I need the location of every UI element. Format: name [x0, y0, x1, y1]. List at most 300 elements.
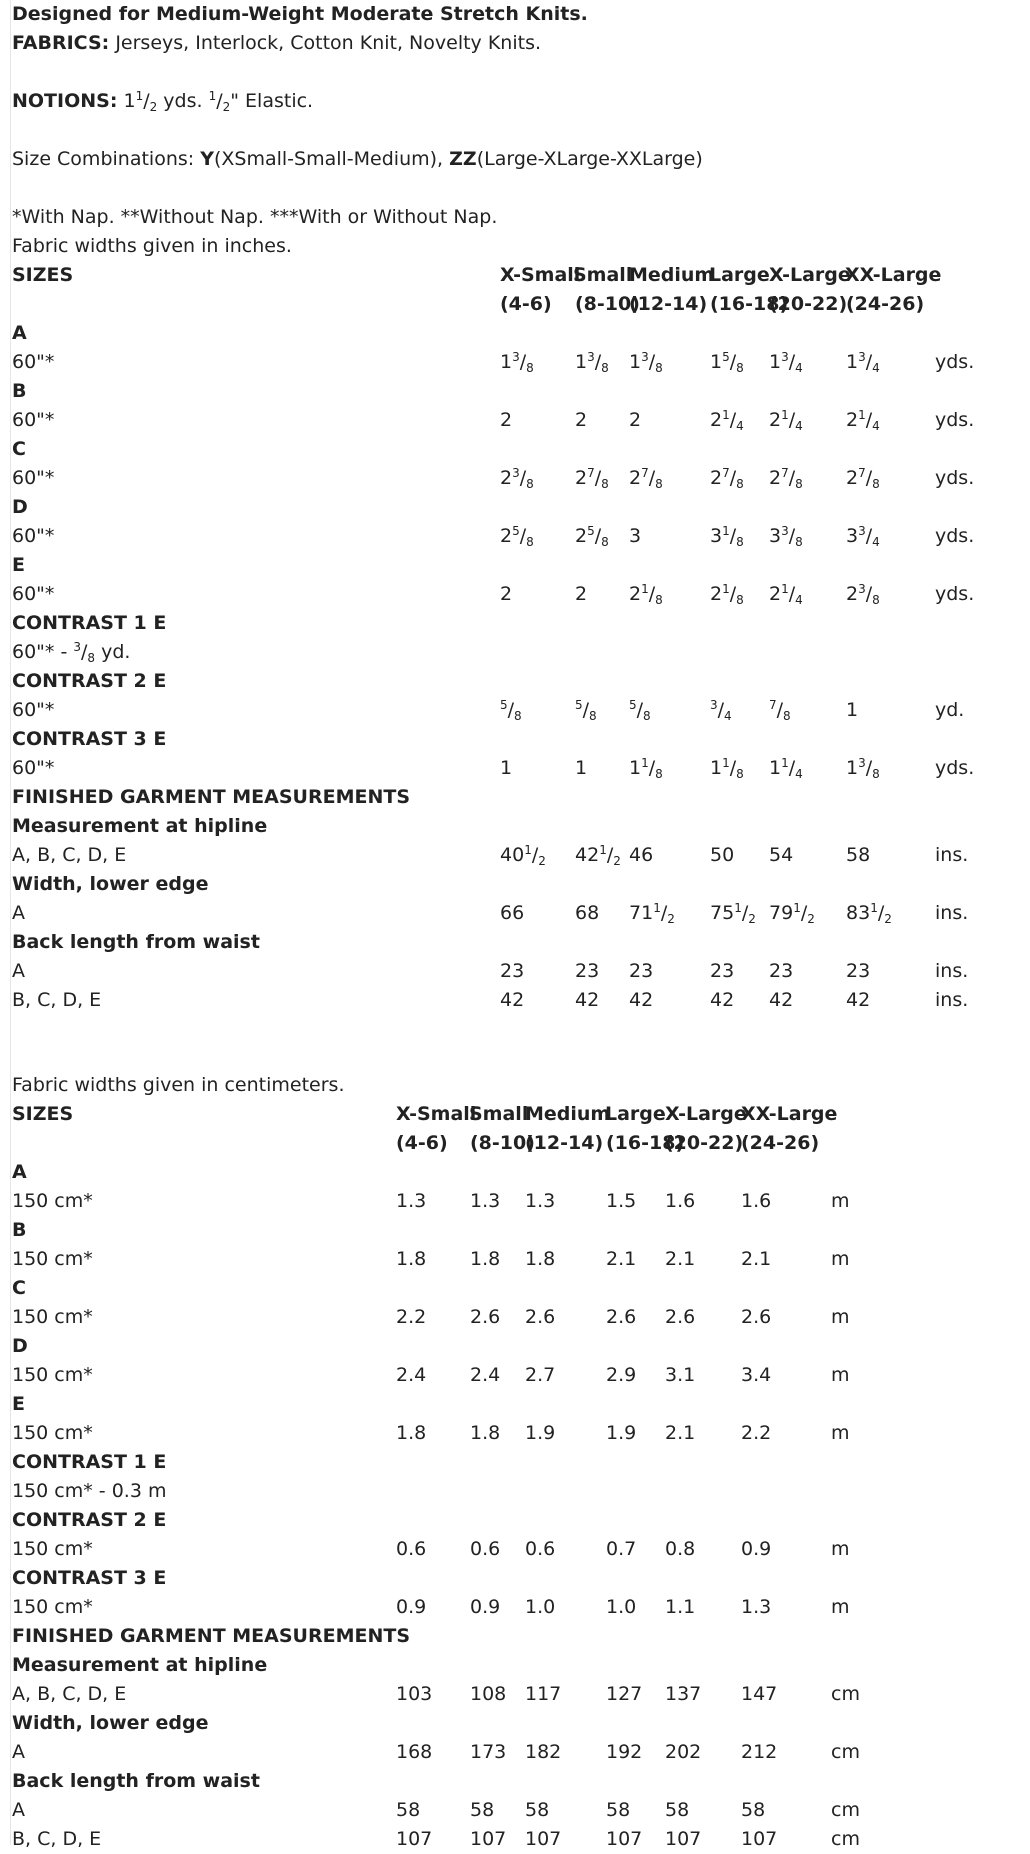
- fabric-width-label: 60"*: [12, 699, 55, 721]
- cell-value: 2: [500, 409, 513, 431]
- unit-label: m: [831, 1364, 850, 1386]
- data-row: [12, 957, 1022, 986]
- size-range-row: [12, 290, 1022, 319]
- data-row: [12, 1796, 1022, 1825]
- unit-label: m: [831, 1190, 850, 1212]
- cell-value: $2^1/_8$: [710, 582, 744, 607]
- cell-value: 0.6: [396, 1538, 427, 1560]
- cell-value: 1: [500, 757, 513, 779]
- unit-label: yds.: [935, 757, 975, 779]
- fabrics-line: [12, 29, 1012, 58]
- cell-value: 107: [741, 1828, 778, 1850]
- section-heading-row: [12, 1709, 1022, 1738]
- unit-label: cm: [831, 1799, 860, 1821]
- cell-value: 182: [525, 1741, 562, 1763]
- nap-note: *With Nap. **Without Nap. ***With or Without Nap.: [12, 206, 498, 228]
- cell-value: 173: [470, 1741, 507, 1763]
- notions-line: [12, 87, 1012, 116]
- section-heading-contrast-2-e: CONTRAST 2 E: [12, 670, 167, 692]
- data-row: [12, 1593, 1022, 1622]
- section-heading-row: [12, 870, 1022, 899]
- unit-label: cm: [831, 1741, 860, 1763]
- section-heading-row: [12, 928, 1022, 957]
- cell-value: $40^1/_2$: [500, 843, 546, 868]
- cell-value: 23: [575, 960, 600, 982]
- designed-for-line: Designed for Medium-Weight Moderate Stretch Knits.: [12, 3, 588, 25]
- cell-value: 192: [606, 1741, 643, 1763]
- data-row: [12, 986, 1022, 1015]
- data-row: [12, 1187, 1022, 1216]
- cell-value: 68: [575, 902, 600, 924]
- notions-label: NOTIONS:: [12, 90, 118, 112]
- size-zz-text: (Large-XLarge-XXLarge): [476, 148, 703, 170]
- section-heading-a: A: [12, 322, 27, 344]
- fabric-width-label: 150 cm*: [12, 1538, 93, 1560]
- size-range-header: (8-10): [470, 1132, 535, 1154]
- cell-value: 2: [575, 583, 588, 605]
- section-heading-contrast-1-e: CONTRAST 1 E: [12, 612, 167, 634]
- section-heading-back-length-from-waist: Back length from waist: [12, 931, 260, 953]
- data-row: [12, 522, 1022, 551]
- cell-value: 3.4: [741, 1364, 772, 1386]
- cell-value: $3^1/_8$: [710, 524, 744, 549]
- cell-value: 42: [846, 989, 871, 1011]
- fabric-width-label: A, B, C, D, E: [12, 844, 127, 866]
- section-heading-row: [12, 609, 1022, 638]
- cell-value: $2^1/_4$: [769, 582, 803, 607]
- cell-value: 2.1: [665, 1248, 696, 1270]
- cell-value: $2^1/_4$: [846, 408, 880, 433]
- unit-label: m: [831, 1422, 850, 1444]
- cell-value: $^5/_8$: [629, 698, 651, 723]
- fabric-width-label: A: [12, 1741, 25, 1763]
- notions-text: $1^1/_2$ yds. $^1/_2$" Elastic.: [123, 89, 314, 114]
- unit-label: yds.: [935, 525, 975, 547]
- size-header-xx-large: XX-Large: [741, 1103, 838, 1125]
- fabric-width-label: A, B, C, D, E: [12, 1683, 127, 1705]
- section-heading-row: [12, 667, 1022, 696]
- cell-value: 42: [500, 989, 525, 1011]
- section-heading-back-length-from-waist: Back length from waist: [12, 1770, 260, 1792]
- data-row: [12, 348, 1022, 377]
- imperial-yardage-table: [12, 232, 1022, 1015]
- section-heading-row: [12, 783, 1022, 812]
- cell-value: 1.1: [665, 1596, 696, 1618]
- cell-value: 2.2: [396, 1306, 427, 1328]
- size-header-x-large: X-Large: [769, 264, 851, 286]
- cell-value: $1^3/_8$: [575, 350, 609, 375]
- cell-value: $79^1/_2$: [769, 901, 815, 926]
- cell-value: 42: [710, 989, 735, 1011]
- cell-value: $^5/_8$: [575, 698, 597, 723]
- section-heading-row: [12, 1216, 1022, 1245]
- size-combinations-label: Size Combinations:: [12, 148, 195, 170]
- cell-value: 127: [606, 1683, 643, 1705]
- size-range-header: (4-6): [396, 1132, 448, 1154]
- cell-value: 0.8: [665, 1538, 696, 1560]
- cell-value: 108: [470, 1683, 507, 1705]
- data-row: [12, 1825, 1022, 1854]
- size-y: Y: [200, 148, 214, 170]
- cell-value: $1^3/_8$: [629, 350, 663, 375]
- size-range-header: (20-22): [665, 1132, 744, 1154]
- cell-value: 2.4: [470, 1364, 501, 1386]
- cell-value: 1.8: [470, 1422, 501, 1444]
- cell-value: $2^1/_4$: [769, 408, 803, 433]
- section-heading-row: [12, 1564, 1022, 1593]
- note-row: [12, 638, 1022, 667]
- cell-value: 2.2: [741, 1422, 772, 1444]
- cell-value: $^3/_4$: [710, 698, 732, 723]
- cell-value: 107: [525, 1828, 562, 1850]
- section-heading-row: [12, 1274, 1022, 1303]
- unit-label: ins.: [935, 960, 969, 982]
- section-heading-finished-garment-measurements: FINISHED GARMENT MEASUREMENTS: [12, 786, 411, 808]
- unit-label: yds.: [935, 351, 975, 373]
- cell-value: $^5/_8$: [500, 698, 522, 723]
- cell-value: 23: [710, 960, 735, 982]
- data-row: [12, 754, 1022, 783]
- fabric-width-label: 150 cm*: [12, 1306, 93, 1328]
- cell-value: 46: [629, 844, 654, 866]
- size-range-header: (20-22): [769, 293, 848, 315]
- unit-label: m: [831, 1538, 850, 1560]
- section-heading-c: C: [12, 438, 26, 460]
- fabric-width-label: B, C, D, E: [12, 1828, 102, 1850]
- cell-value: 1.3: [741, 1596, 772, 1618]
- cell-value: 1.8: [396, 1248, 427, 1270]
- data-row: [12, 1535, 1022, 1564]
- cell-value: 1: [575, 757, 588, 779]
- section-heading-row: [12, 551, 1022, 580]
- cell-value: 2.7: [525, 1364, 556, 1386]
- cell-value: 42: [575, 989, 600, 1011]
- size-header-medium: Medium: [525, 1103, 611, 1125]
- data-row: [12, 464, 1022, 493]
- section-heading-c: C: [12, 1277, 26, 1299]
- cell-value: 2: [629, 409, 642, 431]
- section-heading-row: [12, 1158, 1022, 1187]
- section-heading-b: B: [12, 1219, 27, 1241]
- unit-label: m: [831, 1596, 850, 1618]
- section-heading-b: B: [12, 380, 27, 402]
- section-heading-row: [12, 435, 1022, 464]
- cell-value: $2^7/_8$: [710, 466, 744, 491]
- cell-value: 58: [741, 1799, 766, 1821]
- fabric-width-label: 60"*: [12, 351, 55, 373]
- section-heading-finished-garment-measurements: FINISHED GARMENT MEASUREMENTS: [12, 1625, 411, 1647]
- unit-label: ins.: [935, 989, 969, 1011]
- cell-value: 58: [470, 1799, 495, 1821]
- cell-value: $1^3/_4$: [769, 350, 803, 375]
- fabric-width-label: 150 cm*: [12, 1248, 93, 1270]
- cell-value: 168: [396, 1741, 433, 1763]
- size-header-x-large: X-Large: [665, 1103, 747, 1125]
- unit-label: ins.: [935, 902, 969, 924]
- cell-value: 0.6: [470, 1538, 501, 1560]
- fabric-width-label: B, C, D, E: [12, 989, 102, 1011]
- cell-value: 58: [846, 844, 871, 866]
- cell-value: 0.7: [606, 1538, 637, 1560]
- cell-value: 2: [575, 409, 588, 431]
- size-header-large: Large: [605, 1103, 666, 1125]
- cell-value: 2.6: [741, 1306, 772, 1328]
- cell-value: 58: [396, 1799, 421, 1821]
- cell-value: 54: [769, 844, 794, 866]
- size-range-header: (16-18): [606, 1132, 685, 1154]
- unit-label: m: [831, 1248, 850, 1270]
- data-row: [12, 1680, 1022, 1709]
- cell-value: 23: [629, 960, 654, 982]
- cell-value: $2^5/_8$: [500, 524, 534, 549]
- section-heading-measurement-at-hipline: Measurement at hipline: [12, 1654, 268, 1676]
- cell-value: 0.9: [741, 1538, 772, 1560]
- fabric-width-label: 60"*: [12, 583, 55, 605]
- data-row: [12, 1419, 1022, 1448]
- unit-label: yds.: [935, 583, 975, 605]
- cell-value: 0.9: [396, 1596, 427, 1618]
- data-row: [12, 1245, 1022, 1274]
- size-header-large: Large: [709, 264, 770, 286]
- section-heading-row: [12, 1332, 1022, 1361]
- metric-yardage-table: [12, 1071, 1022, 1854]
- table-caption: [12, 232, 1022, 261]
- cell-value: 2.1: [741, 1248, 772, 1270]
- cell-value: $1^1/_8$: [629, 756, 663, 781]
- size-header-small: Small: [573, 264, 633, 286]
- cell-value: 2.6: [470, 1306, 501, 1328]
- cell-value: 1.9: [606, 1422, 637, 1444]
- unit-label: cm: [831, 1828, 860, 1850]
- cell-value: 42: [769, 989, 794, 1011]
- section-heading-a: A: [12, 1161, 27, 1183]
- cell-value: $1^5/_8$: [710, 350, 744, 375]
- size-header-small: Small: [469, 1103, 529, 1125]
- fabric-width-label: 150 cm*: [12, 1190, 93, 1212]
- section-heading-row: [12, 725, 1022, 754]
- size-header-xx-large: XX-Large: [845, 264, 942, 286]
- fabric-width-label: 150 cm*: [12, 1422, 93, 1444]
- cell-value: 0.6: [525, 1538, 556, 1560]
- section-heading-width-lower-edge: Width, lower edge: [12, 873, 209, 895]
- size-range-header: (12-14): [525, 1132, 604, 1154]
- fabric-width-label: 60"*: [12, 757, 55, 779]
- note-text: 60"* - $^3/_8$ yd.: [12, 640, 131, 665]
- cell-value: 1.8: [470, 1248, 501, 1270]
- unit-label: yds.: [935, 409, 975, 431]
- sizes-label: SIZES: [12, 1103, 74, 1125]
- cell-value: 2: [500, 583, 513, 605]
- unit-label: yd.: [935, 699, 965, 721]
- section-heading-e: E: [12, 554, 25, 576]
- section-heading-d: D: [12, 496, 28, 518]
- cell-value: 23: [500, 960, 525, 982]
- cell-value: 1.3: [470, 1190, 501, 1212]
- unit-label: ins.: [935, 844, 969, 866]
- section-heading-row: [12, 319, 1022, 348]
- cell-value: $3^3/_8$: [769, 524, 803, 549]
- cell-value: $1^1/_8$: [710, 756, 744, 781]
- cell-value: $2^7/_8$: [769, 466, 803, 491]
- size-y-text: (XSmall-Small-Medium),: [213, 148, 444, 170]
- section-heading-row: [12, 1767, 1022, 1796]
- fabric-width-label: 60"*: [12, 525, 55, 547]
- cell-value: $2^3/_8$: [846, 582, 880, 607]
- section-heading-row: [12, 1651, 1022, 1680]
- unit-label: cm: [831, 1683, 860, 1705]
- section-heading-contrast-2-e: CONTRAST 2 E: [12, 1509, 167, 1531]
- cell-value: 1: [846, 699, 859, 721]
- section-heading-contrast-1-e: CONTRAST 1 E: [12, 1451, 167, 1473]
- cell-value: 58: [665, 1799, 690, 1821]
- cell-value: $2^3/_8$: [500, 466, 534, 491]
- cell-value: $2^5/_8$: [575, 524, 609, 549]
- cell-value: 2.6: [665, 1306, 696, 1328]
- size-header-row: [12, 1100, 1022, 1129]
- section-heading-d: D: [12, 1335, 28, 1357]
- cell-value: 2.4: [396, 1364, 427, 1386]
- cell-value: $1^3/_8$: [846, 756, 880, 781]
- data-row: [12, 696, 1022, 725]
- cell-value: $1^1/_4$: [769, 756, 803, 781]
- caption-text: Fabric widths given in inches.: [12, 235, 292, 257]
- cell-value: 50: [710, 844, 735, 866]
- cell-value: 2.6: [606, 1306, 637, 1328]
- cell-value: $2^7/_8$: [629, 466, 663, 491]
- cell-value: 1.0: [606, 1596, 637, 1618]
- cell-value: 147: [741, 1683, 778, 1705]
- fabric-width-label: A: [12, 902, 25, 924]
- size-range-header: (8-10): [575, 293, 640, 315]
- cell-value: 103: [396, 1683, 433, 1705]
- cell-value: 58: [606, 1799, 631, 1821]
- table-caption: [12, 1071, 1022, 1100]
- fabric-width-label: 60"*: [12, 409, 55, 431]
- fabrics-label: FABRICS:: [12, 32, 110, 54]
- size-range-header: (12-14): [629, 293, 708, 315]
- size-header-row: [12, 261, 1022, 290]
- cell-value: $3^3/_4$: [846, 524, 880, 549]
- cell-value: $1^3/_8$: [500, 350, 534, 375]
- data-row: [12, 1738, 1022, 1767]
- cell-value: $42^1/_2$: [575, 843, 621, 868]
- data-row: [12, 841, 1022, 870]
- fabric-width-label: A: [12, 960, 25, 982]
- section-heading-e: E: [12, 1393, 25, 1415]
- cell-value: 1.6: [741, 1190, 772, 1212]
- cell-value: 202: [665, 1741, 702, 1763]
- cell-value: 107: [665, 1828, 702, 1850]
- cell-value: 58: [525, 1799, 550, 1821]
- cell-value: 117: [525, 1683, 562, 1705]
- cell-value: 66: [500, 902, 525, 924]
- cell-value: $^7/_8$: [769, 698, 791, 723]
- fabric-width-label: A: [12, 1799, 25, 1821]
- cell-value: 2.1: [665, 1422, 696, 1444]
- cell-value: 1.9: [525, 1422, 556, 1444]
- note-row: [12, 1477, 1022, 1506]
- cell-value: 23: [846, 960, 871, 982]
- fabric-width-label: 60"*: [12, 467, 55, 489]
- cell-value: 1.0: [525, 1596, 556, 1618]
- cell-value: $2^1/_4$: [710, 408, 744, 433]
- cell-value: $71^1/_2$: [629, 901, 675, 926]
- note-text: 150 cm* - 0.3 m: [12, 1480, 167, 1502]
- cell-value: 2.9: [606, 1364, 637, 1386]
- data-row: [12, 1361, 1022, 1390]
- size-range-header: (24-26): [741, 1132, 820, 1154]
- fabrics-text: Jerseys, Interlock, Cotton Knit, Novelty Knits.: [115, 32, 542, 54]
- cell-value: 107: [470, 1828, 507, 1850]
- left-margin-rule: [10, 0, 11, 1845]
- sizes-label: SIZES: [12, 264, 74, 286]
- cell-value: 2.1: [606, 1248, 637, 1270]
- cell-value: $1^3/_4$: [846, 350, 880, 375]
- fabric-width-label: 150 cm*: [12, 1596, 93, 1618]
- cell-value: 1.5: [606, 1190, 637, 1212]
- section-heading-row: [12, 1506, 1022, 1535]
- cell-value: 212: [741, 1741, 778, 1763]
- unit-label: m: [831, 1306, 850, 1328]
- size-combinations-line: [12, 145, 1012, 174]
- unit-label: yds.: [935, 467, 975, 489]
- cell-value: $2^1/_8$: [629, 582, 663, 607]
- intro-block: [12, 0, 1012, 232]
- size-range-row: [12, 1129, 1022, 1158]
- section-heading-contrast-3-e: CONTRAST 3 E: [12, 728, 167, 750]
- data-row: [12, 1303, 1022, 1332]
- section-heading-measurement-at-hipline: Measurement at hipline: [12, 815, 268, 837]
- size-header-x-small: X-Small: [500, 264, 581, 286]
- cell-value: $83^1/_2$: [846, 901, 892, 926]
- section-heading-row: [12, 1622, 1022, 1651]
- caption-text: Fabric widths given in centimeters.: [12, 1074, 345, 1096]
- cell-value: 1.8: [525, 1248, 556, 1270]
- section-heading-row: [12, 812, 1022, 841]
- section-heading-row: [12, 377, 1022, 406]
- cell-value: 42: [629, 989, 654, 1011]
- cell-value: 2.6: [525, 1306, 556, 1328]
- data-row: [12, 899, 1022, 928]
- cell-value: $2^7/_8$: [575, 466, 609, 491]
- section-heading-row: [12, 1448, 1022, 1477]
- section-heading-row: [12, 493, 1022, 522]
- data-row: [12, 580, 1022, 609]
- cell-value: 1.6: [665, 1190, 696, 1212]
- cell-value: $2^7/_8$: [846, 466, 880, 491]
- cell-value: $75^1/_2$: [710, 901, 756, 926]
- cell-value: 137: [665, 1683, 702, 1705]
- section-heading-contrast-3-e: CONTRAST 3 E: [12, 1567, 167, 1589]
- data-row: [12, 406, 1022, 435]
- size-zz: ZZ: [449, 148, 477, 170]
- cell-value: 107: [606, 1828, 643, 1850]
- size-header-x-small: X-Small: [396, 1103, 477, 1125]
- cell-value: 3.1: [665, 1364, 696, 1386]
- cell-value: 1.8: [396, 1422, 427, 1444]
- section-heading-width-lower-edge: Width, lower edge: [12, 1712, 209, 1734]
- cell-value: 1.3: [525, 1190, 556, 1212]
- cell-value: 1.3: [396, 1190, 427, 1212]
- fabric-width-label: 150 cm*: [12, 1364, 93, 1386]
- size-range-header: (16-18): [710, 293, 789, 315]
- size-header-medium: Medium: [629, 264, 715, 286]
- cell-value: 0.9: [470, 1596, 501, 1618]
- cell-value: 107: [396, 1828, 433, 1850]
- cell-value: 23: [769, 960, 794, 982]
- size-range-header: (4-6): [500, 293, 552, 315]
- section-heading-row: [12, 1390, 1022, 1419]
